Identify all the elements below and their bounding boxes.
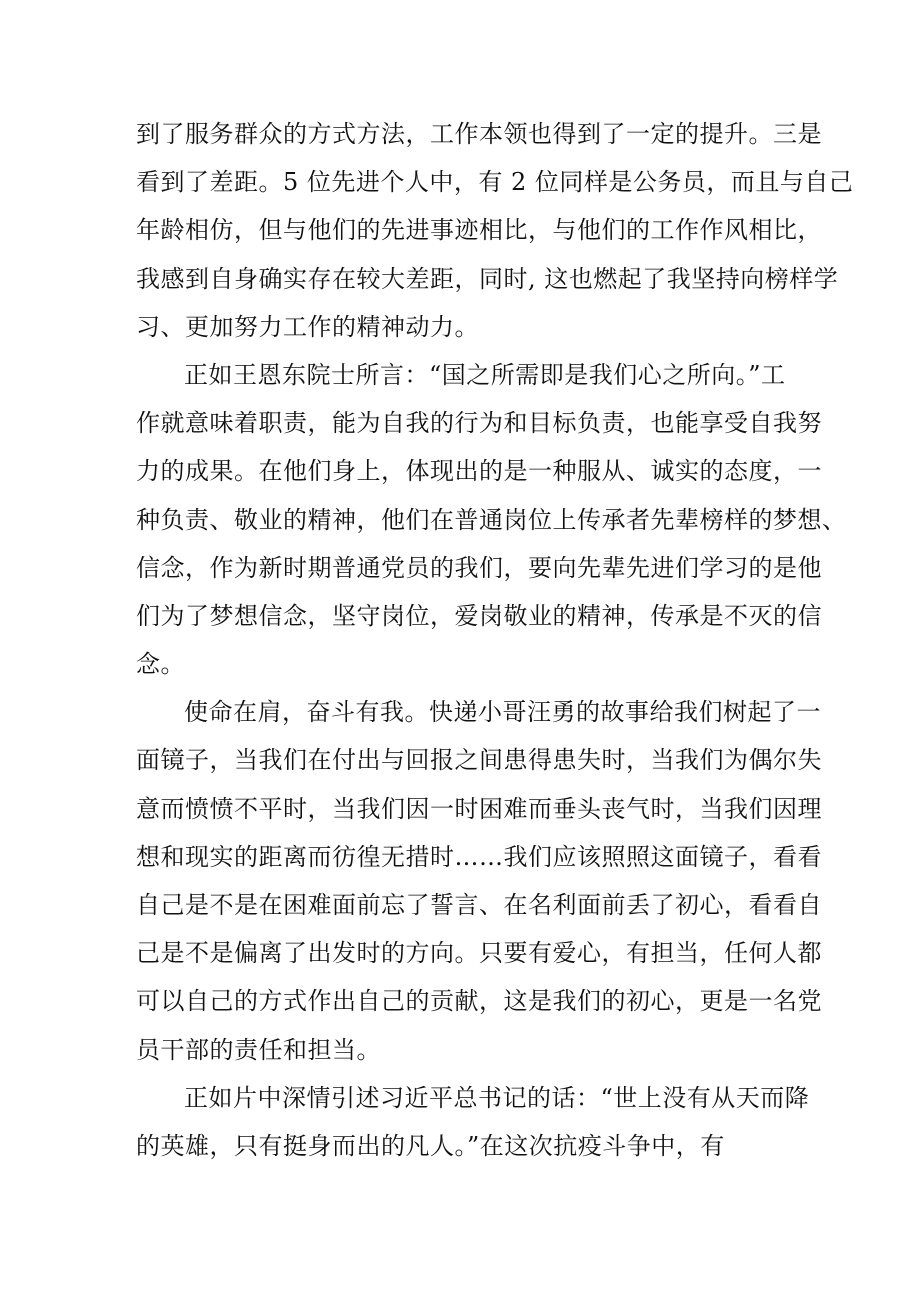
text-line: 我感到自身确实存在较大差距，同时, 这也燃起了我坚持向榜样学	[136, 264, 839, 293]
text-line: 习、更加努力工作的精神动力。	[136, 312, 479, 341]
text-line: 看到了差距。5 位先进个人中，有 2 位同样是公务员，而且与自己	[136, 168, 854, 197]
text-line: 信念，作为新时期普通党员的我们，要向先辈先进们学习的是他	[136, 553, 822, 582]
text-line: 们为了梦想信念，坚守岗位，爱岗敬业的精神，传承是不灭的信	[136, 601, 822, 630]
text-line: 员干部的责任和担当。	[136, 1035, 381, 1064]
text-line: 可以自己的方式作出自己的贡献，这是我们的初心，更是一名党	[136, 987, 822, 1016]
text-line: 到了服务群众的方式方法，工作本领也得到了一定的提升。三是	[136, 120, 822, 148]
text-line: 年龄相仿，但与他们的先进事迹相比，与他们的工作作风相比，	[136, 216, 822, 245]
paragraph-start-line: 正如王恩东院士所言：“国之所需即是我们心之所向。”工	[184, 360, 786, 389]
paragraph-start-line: 正如片中深情引述习近平总书记的话：“世上没有从天而降	[184, 1083, 810, 1112]
text-line: 自己是不是在困难面前忘了誓言、在名利面前丢了初心，看看自	[136, 891, 822, 919]
text-line: 念。	[136, 650, 185, 679]
paragraph-start-line: 使命在肩，奋斗有我。快递小哥汪勇的故事给我们树起了一	[184, 698, 821, 727]
document-body	[136, 110, 854, 1170]
text-line: 力的成果。在他们身上，体现出的是一种服从、诚实的态度，一	[136, 457, 822, 486]
text-line: 己是不是偏离了出发时的方向。只要有爱心，有担当，任何人都	[136, 939, 822, 968]
text-line: 作就意味着职责，能为自我的行为和目标负责，也能享受自我努	[136, 409, 822, 438]
text-line: 想和现实的距离而彷徨无措时……我们应该照照这面镜子，看看	[136, 842, 822, 871]
text-line: 的英雄，只有挺身而出的凡人。”在这次抗疫斗争中，有	[136, 1131, 725, 1160]
text-line: 种负责、敬业的精神，他们在普通岗位上传承者先辈榜样的梦想、	[136, 505, 847, 534]
text-line: 面镜子，当我们在付出与回报之间患得患失时，当我们为偶尔失	[136, 746, 822, 775]
text-line: 意而愤愤不平时，当我们因一时困难而垂头丧气时，当我们因理	[136, 794, 822, 823]
